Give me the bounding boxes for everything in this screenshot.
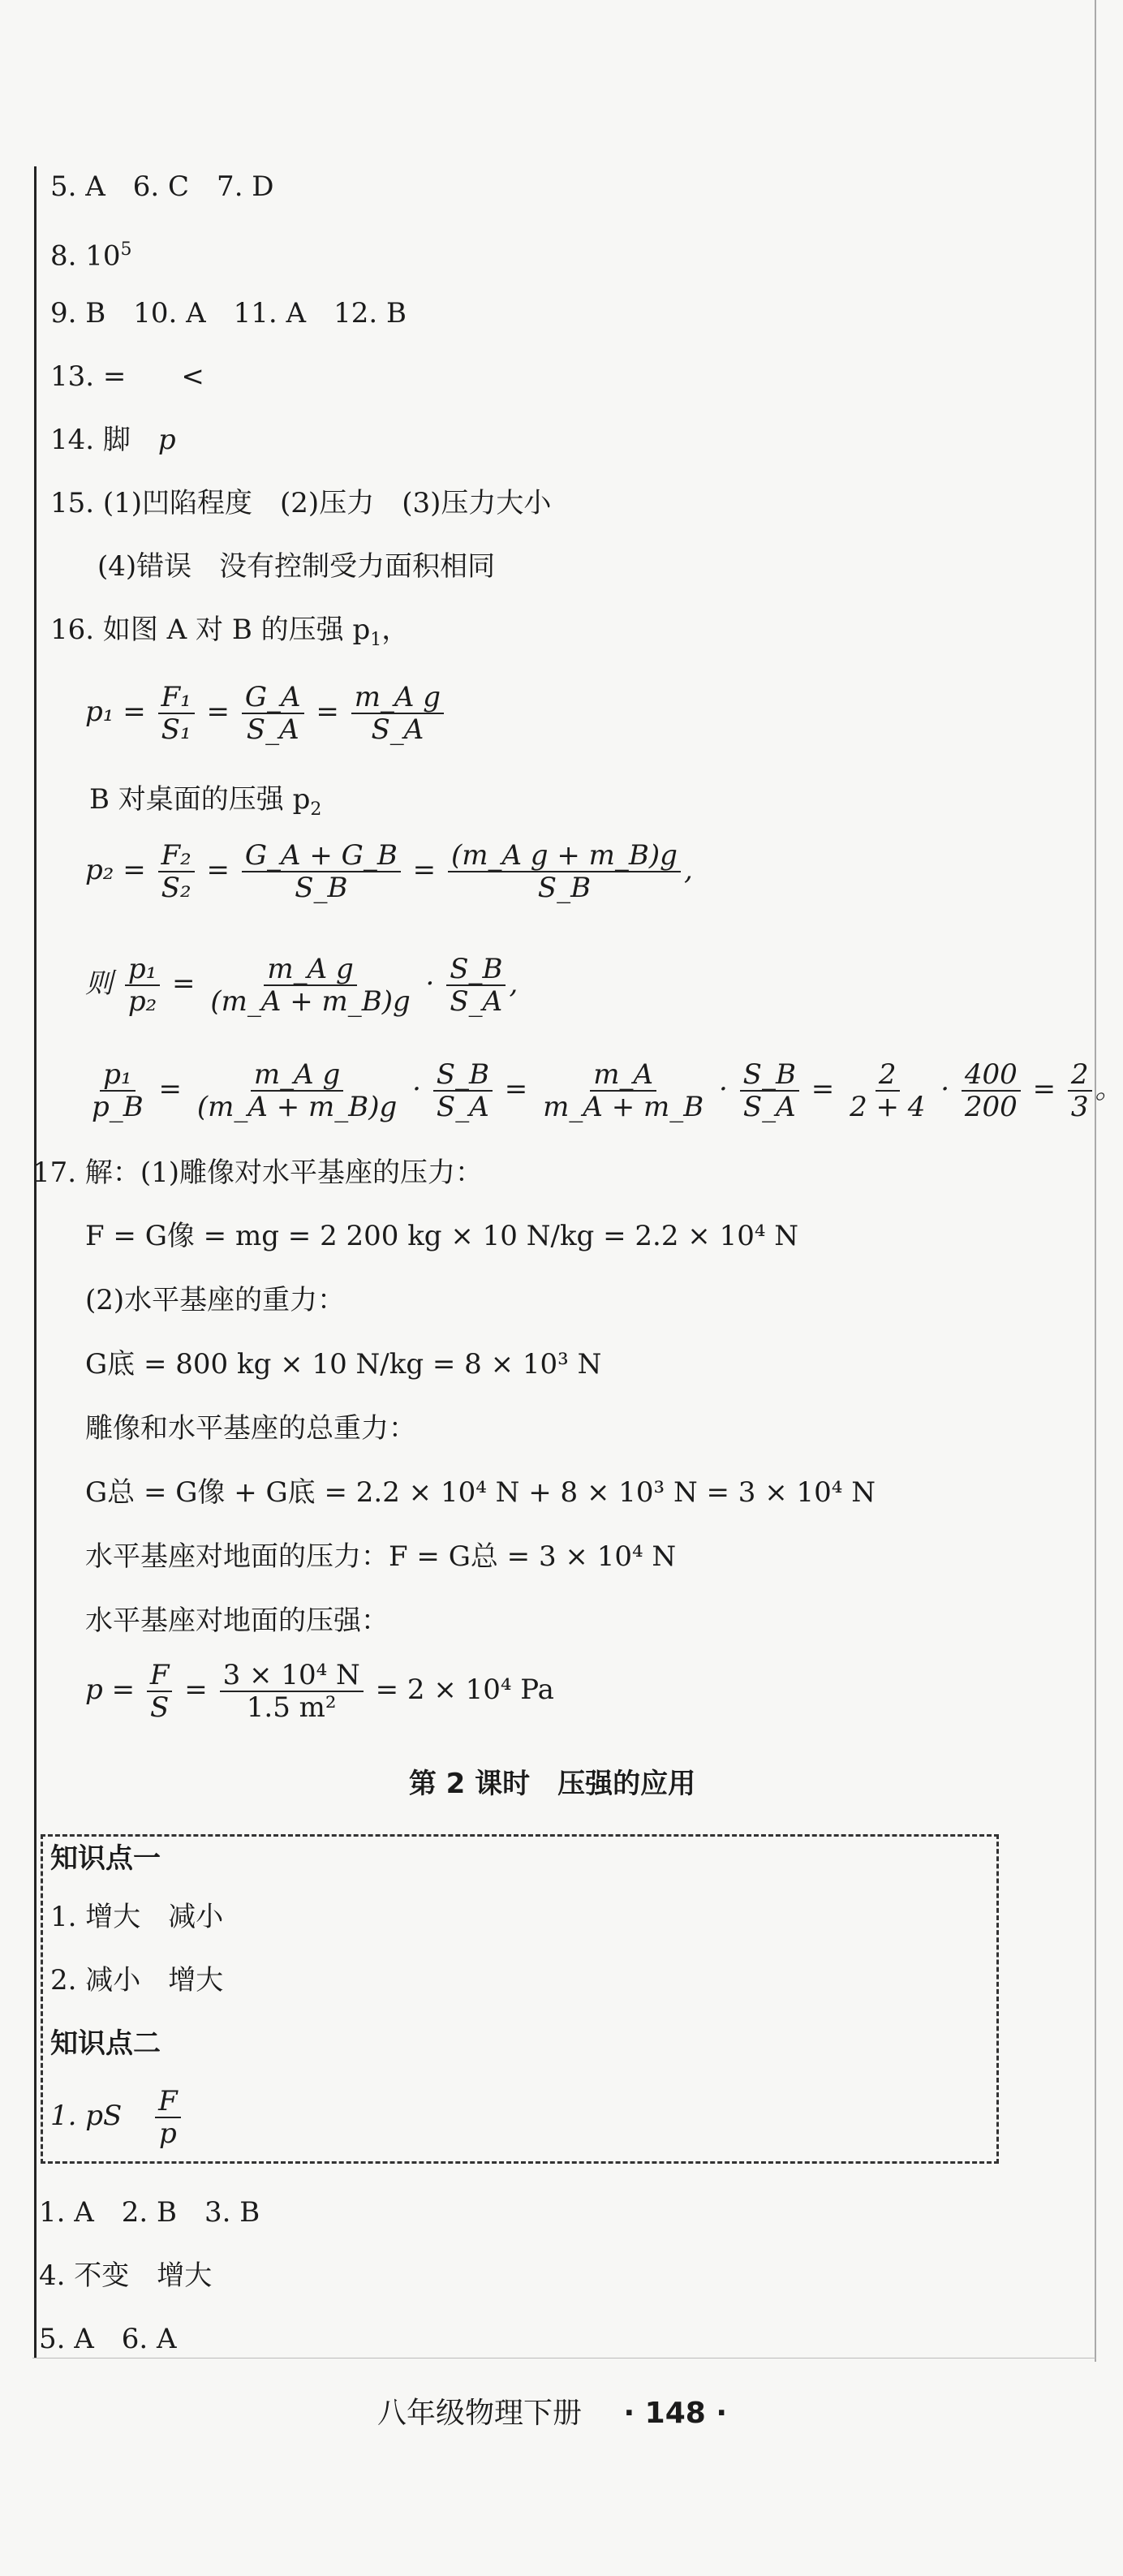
answer-line-17: 17. 解：(1)雕像对水平基座的压力： <box>32 1157 484 1189</box>
book-title: 八年级物理下册 <box>376 2397 582 2430</box>
knowledge-point-2-a: 1. pS $\frac{F}{p}$ <box>50 2086 184 2149</box>
after-answer-5-6: 5. A 6. A <box>39 2323 177 2355</box>
answer-line-15-4: (4)错误 没有控制受力面积相同 <box>97 550 496 583</box>
answer-line-8: 8. $10^5$ <box>50 239 132 273</box>
answer-line-13: 13. = < <box>50 360 204 393</box>
page-footer <box>0 2390 1104 2432</box>
b-pressure-label: B 对桌面的压强 $p_2$ <box>89 783 322 820</box>
q17-equation-4: p = $\frac{F}{S}$ = $\frac{\text{3 × 10⁴ N}}{\text{1.5 m²}}$ = 2 × 10⁴ Pa <box>85 1659 554 1724</box>
knowledge-point-1-a: 1. 增大 减小 <box>50 1901 224 1933</box>
q17-pressure-force: 水平基座对地面的压力：F = G总 = 3 × 10⁴ N <box>85 1540 677 1573</box>
q17-equation-1: F = G像 = mg = 2 200 kg × 10 N/kg = 2.2 × 10⁴ N <box>85 1220 799 1252</box>
answer-line-14: 14. 脚 p <box>50 424 176 456</box>
q17-pressure-label: 水平基座对地面的压强： <box>85 1605 389 1637</box>
q17-part-2: (2)水平基座的重力： <box>85 1284 346 1316</box>
equation-p1: p₁ = $\frac{\text{F₁}}{\text{S₁}}$ = $\frac{G\_A}{S\_A}$ = $\frac{\text{m\_A g}}{S\_A}$ <box>85 682 447 745</box>
equation-p2: p₂ = $\frac{\text{F₂}}{\text{S₂}}$ = $\frac{G\_A + G\_B}{S\_B}$ = $\frac{\text{(m\_A g + m\_B)g}}{S\_B}$ , <box>85 839 693 904</box>
page-number: · 148 · <box>623 2397 728 2430</box>
knowledge-point-1-title: 知识点一 <box>50 1842 161 1875</box>
answer-line-16: 16. 如图 A 对 B 的压强 $p_1$， <box>50 614 410 650</box>
equation-result: $\frac{\text{p₁}}{p\_B}$ = $\frac{\text{m\_A g}}{(m\_A + m\_B)g}$ · $\frac{S\_B}{S\_A}$ = $\frac{m\_A}{m\_A + m\_B}$ · $\frac{S\_B}{S\_A}$ = $\frac{2}{2 + 4}$ · $\frac{400}{200}$ = $\frac{2}{3}$ 。 <box>92 1058 1123 1123</box>
answer-line-9-12: 9. B 10. A 11. A 12. B <box>50 297 407 330</box>
q17-total-weight-label: 雕像和水平基座的总重力： <box>85 1412 416 1445</box>
section-heading: 第 2 课时 压强的应用 <box>408 1768 696 1800</box>
left-margin-rule <box>34 166 37 2358</box>
answer-line-5-7: 5. A 6. C 7. D <box>50 170 274 203</box>
answer-line-15: 15. (1)凹陷程度 (2)压力 (3)压力大小 <box>50 487 552 519</box>
equation-ratio: 则 $\frac{\text{p₁}}{\text{p₂}}$ = $\frac{\text{m\_A g}}{(m\_A + m\_B)g}$ · $\frac{S\_B}{S\_A}$ , <box>85 953 518 1018</box>
knowledge-point-1-b: 2. 减小 增大 <box>50 1964 224 1997</box>
knowledge-point-2-title: 知识点二 <box>50 2027 161 2060</box>
q17-equation-3: G总 = G像 + G底 = 2.2 × 10⁴ N + 8 × 10³ N = 3 × 10⁴ N <box>85 1476 876 1509</box>
after-answer-1-3: 1. A 2. B 3. B <box>39 2196 260 2229</box>
right-margin-rule <box>1095 0 1096 2362</box>
knowledge-box <box>41 1834 999 2164</box>
q17-equation-2: G底 = 800 kg × 10 N/kg = 8 × 10³ N <box>85 1348 602 1381</box>
after-answer-4: 4. 不变 增大 <box>39 2259 213 2292</box>
